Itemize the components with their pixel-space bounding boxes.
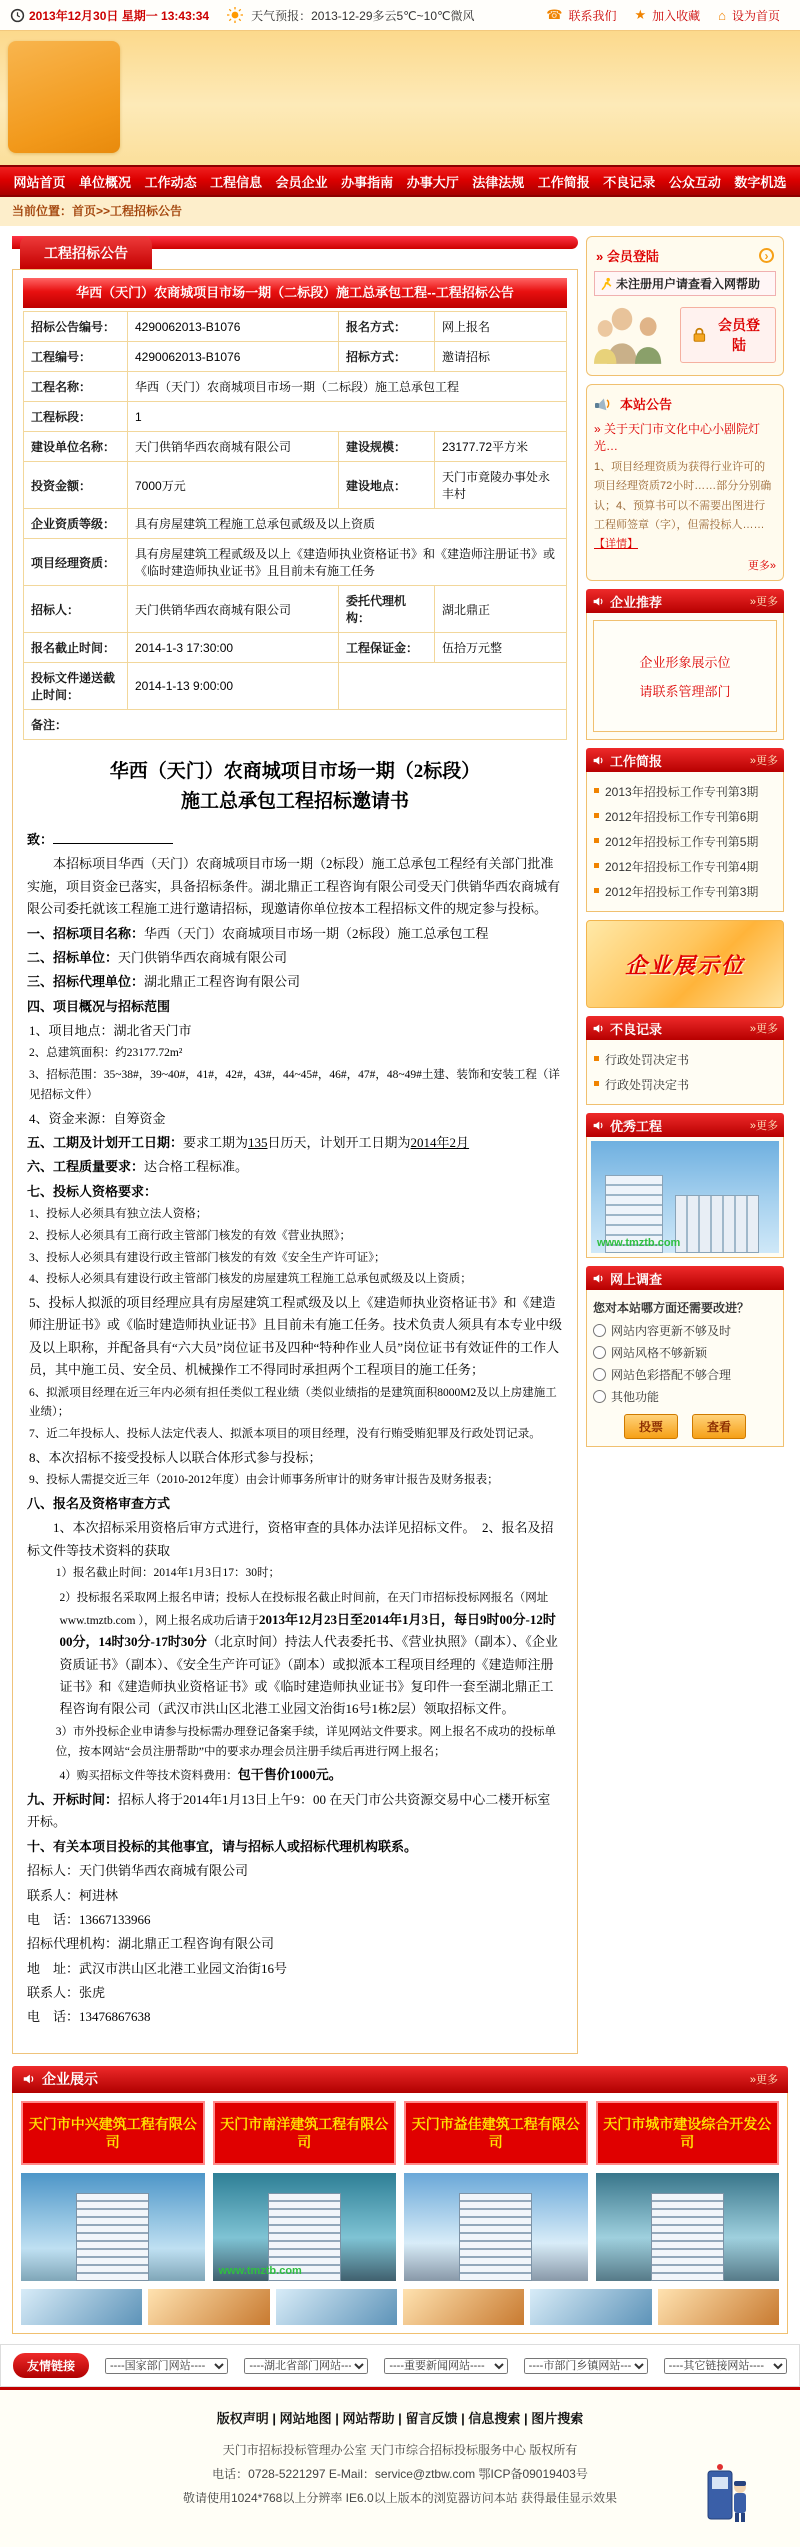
field-value: 邀请招标 (435, 342, 567, 372)
doc-item: 2、总建筑面积：约23177.72m² (29, 1047, 183, 1060)
ad-placeholder-line1: 企业形象展示位 (639, 655, 731, 671)
table-row (24, 509, 567, 539)
doc-section-7: 七、投标人资格要求： (27, 1183, 158, 1199)
bad-record-item[interactable]: 行政处罚决定书 (593, 1047, 777, 1072)
doc-section-5 (27, 1132, 563, 1154)
building-shape (459, 2193, 532, 2282)
doc-salutation (27, 829, 563, 851)
doc-section-3 (27, 971, 563, 993)
clock-icon (10, 8, 25, 23)
table-row (24, 710, 567, 740)
doc-section-9 (27, 1789, 563, 1834)
table-row (24, 342, 567, 372)
section-heading: 三、招标代理单位： (27, 974, 145, 990)
nav-item-bad-records[interactable]: 不良记录 (603, 174, 656, 190)
doc-title-line1: 华西（天门）农商城项目市场一期（2标段） (109, 761, 481, 782)
field-label: 投标文件递送截止时间： (24, 663, 128, 710)
section-text: 华西（天门）农商城项目市场一期（2标段）施工总承包工程 (144, 925, 489, 941)
field-value: 湖北鼎正 (435, 586, 567, 633)
company-banner[interactable]: 天门市南洋建筑工程有限公司 (213, 2101, 397, 2165)
section-text: 日历天，计划开工日期为 (267, 1134, 411, 1150)
field-value: 4290062013-B1076 (128, 342, 339, 372)
field-value (128, 710, 567, 740)
photo-watermark: www.tmztb.com (597, 1237, 681, 1250)
more-link[interactable]: »更多 (749, 1023, 778, 1036)
panel-title: 企业推荐 (610, 594, 663, 610)
login-panel-header (594, 244, 776, 271)
photo-watermark: www.tmztb.com (218, 2265, 302, 2278)
field-value: 2014-1-3 17:30:00 (128, 633, 339, 663)
register-help-text: 未注册用户请查看入网帮助 (616, 277, 761, 291)
tab-tender-notice[interactable]: 工程招标公告 (20, 236, 152, 269)
favorite-icon: ★ (634, 7, 647, 22)
doc-item: 1、项目地点：湖北省天门市 (29, 1022, 192, 1038)
photo-thumbnail-strip (21, 2289, 779, 2325)
notice-panel-header (594, 392, 776, 418)
panel-title: 优秀工程 (610, 1118, 663, 1134)
enterprise-display-banner[interactable] (586, 920, 784, 1008)
showcase-body (12, 2093, 788, 2334)
top-bar (0, 0, 800, 30)
enterprise-showcase-section (12, 2066, 788, 2334)
panel-header (586, 748, 784, 772)
more-link[interactable]: »更多 (749, 755, 778, 768)
nav-item-hall[interactable]: 办事大厅 (406, 174, 459, 190)
company-photo[interactable] (213, 2173, 397, 2281)
register-help-link[interactable] (594, 271, 776, 296)
panel-title: 不良记录 (610, 1021, 663, 1037)
field-value: 23177.72平方米 (435, 432, 567, 462)
photo-thumbnail[interactable] (403, 2289, 524, 2325)
company-banner-row (21, 2101, 779, 2165)
section-heading: 二、招标单位： (27, 949, 119, 965)
doc-item: 3、招标范围：35~38#，39~40#，41#，42#，43#，44~45#，46#，47#，48~49#土建、装饰和安装工程（详见招标文件） (29, 1069, 560, 1101)
survey-option-label: 网站风格不够新颖 (611, 1346, 708, 1361)
field-value: 华西（天门）农商城项目市场一期（二标段）施工总承包工程 (128, 372, 567, 402)
field-value: 1 (128, 402, 567, 432)
enterprise-recommend-panel (586, 589, 784, 740)
building-shape (651, 2193, 724, 2282)
footer-links (0, 2408, 800, 2427)
panel-title: 网上调查 (610, 1271, 663, 1287)
company-photo[interactable] (404, 2173, 588, 2281)
links-select-national[interactable] (105, 2358, 228, 2374)
main-area (0, 226, 800, 2060)
speaker-icon (592, 1022, 605, 1035)
table-row (24, 402, 567, 432)
nav-item-digital[interactable]: 数字机选 (734, 174, 787, 190)
showcase-title: 企业展示 (42, 2071, 98, 2088)
table-row (24, 462, 567, 509)
speaker-icon (592, 1119, 605, 1132)
field-label: 项目经理资质： (24, 539, 128, 586)
table-row (24, 539, 567, 586)
price-text: 包干售价1000元。 (237, 1767, 342, 1783)
footer-copyright: 天门市招标投标管理办公室 天门市综合招标投标服务中心 版权所有 (222, 2443, 578, 2458)
vote-button[interactable]: 投票 (624, 1414, 678, 1439)
arrow-circle-icon[interactable]: › (759, 248, 774, 263)
doc-section-1 (27, 923, 563, 945)
field-label: 建设地点： (339, 462, 435, 509)
brief-item[interactable]: 2012年招投标工作专刊第5期 (593, 829, 777, 854)
section-text: 招标人将于2014年1月13日上午9：00 在天门市公共资源交易中心二楼开标室开标。 (27, 1792, 551, 1830)
table-row (24, 372, 567, 402)
doc-section-6 (27, 1156, 563, 1178)
login-title: » 会员登陆 (596, 249, 659, 264)
brief-item[interactable]: 2012年招投标工作专刊第6期 (593, 804, 777, 829)
field-label: 工程保证金： (339, 633, 435, 663)
current-datetime: 2013年12月30日 星期一 13:43:34 (29, 8, 210, 23)
more-link[interactable]: »更多 (749, 596, 778, 609)
doc-section-2 (27, 947, 563, 969)
field-value: 7000万元 (128, 462, 339, 509)
contact-line: 招标代理机构：湖北鼎正工程咨询有限公司 (27, 1936, 275, 1952)
contact-line: 招标人：天门供销华西农商城有限公司 (27, 1863, 249, 1879)
notice-body-text: 1、项目经理资质为获得行业许可的项目经理资质72小时……部分分别确认；4、预算书可以不需要出图进行工程师签章（字），但需投标人…… (594, 461, 772, 531)
doc-item: 8、本次招标不接受投标人以联合体形式参与投标； (29, 1449, 322, 1465)
salute-blank-line (53, 832, 173, 844)
doc-item: 7、近二年投标人、投标人法定代表人、拟派本项目的项目经理，没有行贿受贿犯罪及行政处罚记录。 (29, 1428, 541, 1441)
bold-dates: 2013年12月23日至2014年1月3日，每日9时00分-12时00分，14时30分-17时30分 (59, 1611, 556, 1650)
bad-records-panel (586, 1016, 784, 1105)
company-photo[interactable] (21, 2173, 205, 2281)
online-survey-panel (586, 1266, 784, 1447)
doc-item: 4、资金来源：自筹资金 (29, 1110, 166, 1126)
photo-thumbnail[interactable] (21, 2289, 142, 2325)
panel-body (586, 772, 784, 912)
field-label: 建设单位名称： (24, 432, 128, 462)
notice-title-bar: 华西（天门）农商城项目市场一期（二标段）施工总承包工程--工程招标公告 (23, 278, 567, 308)
survey-option-label: 其他功能 (611, 1390, 660, 1405)
section-text: 要求工期为 (183, 1134, 249, 1150)
site-notice-panel (586, 384, 784, 581)
footer-link[interactable]: | 网站地图 (269, 2411, 332, 2426)
brief-item[interactable]: 2012年招投标工作专刊第4期 (593, 854, 777, 879)
notice-body (594, 458, 776, 554)
survey-option-label: 网站色彩搭配不够合理 (611, 1368, 732, 1383)
field-value: 网上报名 (435, 312, 567, 342)
breadcrumb: 当前位置：首页>>工程招标公告 (0, 197, 800, 226)
section-heading: 六、工程质量要求： (27, 1159, 145, 1175)
field-value (339, 663, 567, 710)
doc-section-8: 八、报名及资格审查方式 (27, 1495, 171, 1511)
add-favorite-link[interactable]: 加入收藏 (652, 8, 701, 23)
police-mascot (704, 2461, 752, 2523)
doc-intro: 本招标项目华西（天门）农商城项目市场一期（2标段）施工总承包工程经有关部门批准实施，项目资金已落实，具备招标条件。湖北鼎正工程咨询有限公司受天门供销华西农商城有限公司委托就该工程施工进行邀请招标，现邀请你单位按本工程招标文件的规定参与投标。 (27, 856, 561, 917)
table-row (24, 663, 567, 710)
showcase-header (12, 2066, 788, 2093)
salute-text: 致： (27, 832, 54, 848)
table-row (24, 633, 567, 663)
field-value: 天门供销华西农商城有限公司 (128, 432, 339, 462)
field-label: 投资金额： (24, 462, 128, 509)
content-column (12, 236, 578, 2054)
nav-item-projects[interactable]: 工程信息 (210, 174, 263, 190)
doc-item: 2、投标人必须具有工商行政主管部门核发的有效《营业执照》； (29, 1229, 351, 1242)
briefs-list (593, 779, 777, 904)
doc-section-4: 四、项目概况与招标范围 (27, 998, 171, 1014)
login-body (594, 296, 776, 368)
survey-option[interactable] (593, 1366, 777, 1383)
section-heading: 一、招标项目名称： (27, 925, 145, 941)
photo-thumbnail[interactable] (658, 2289, 779, 2325)
panel-title: 工作简报 (610, 753, 663, 769)
table-row (24, 312, 567, 342)
field-value: 具有房屋建筑工程贰级及以上《建造师执业资格证书》和《建造师注册证书》或《临时建造师执业证书》且目前未有施工任务 (128, 539, 567, 586)
contact-icon: ☎ (546, 7, 563, 22)
nav-item-guide[interactable]: 办事指南 (341, 174, 394, 190)
speaker-icon (22, 2072, 36, 2086)
field-label: 招标方式： (339, 342, 435, 372)
photo-thumbnail[interactable] (276, 2289, 397, 2325)
section-text: 4）购买招标文件等技术资料费用： (59, 1770, 238, 1783)
friend-links-bar (0, 2344, 800, 2387)
notice-panel-title: 本站公告 (620, 397, 673, 412)
underlined-value: 135 (248, 1134, 268, 1150)
ad-placeholder (593, 620, 777, 732)
excellent-project-photo[interactable] (591, 1141, 779, 1253)
set-homepage-link[interactable]: 设为首页 (731, 8, 780, 23)
field-label: 工程名称： (24, 372, 128, 402)
footer-contact: 电话：0728-5221297 E-Mail：service@ztbw.com 鄂ICP备09019403号 (212, 2467, 588, 2482)
survey-option-label: 网站内容更新不够及时 (611, 1324, 732, 1339)
field-value: 伍拾万元整 (435, 633, 567, 663)
footer-link[interactable]: | 信息搜索 (457, 2411, 520, 2426)
footer-link[interactable]: | 留言反馈 (395, 2411, 458, 2426)
footer (0, 2387, 800, 2547)
field-label: 企业资质等级： (24, 509, 128, 539)
links-select-other[interactable] (664, 2358, 787, 2374)
bad-record-item[interactable]: 行政处罚决定书 (593, 1072, 777, 1097)
field-value: 天门供销华西农商城有限公司 (128, 586, 339, 633)
member-login-panel (586, 236, 784, 376)
nav-item-briefs[interactable]: 工作简报 (537, 174, 590, 190)
panel-body (586, 1137, 784, 1258)
field-label: 报名截止时间： (24, 633, 128, 663)
login-button-label: 会员登陆 (717, 317, 760, 353)
doc-item: 3）市外投标企业申请参与投标需办理登记备案手续，详见网站文件要求。网上报名不成功的投标单位，按本网站“会员注册帮助”中的要求办理会员注册手续后再进行网上报名； (55, 1725, 556, 1758)
speaker-icon (592, 595, 605, 608)
photo-thumbnail[interactable] (530, 2289, 651, 2325)
notice-more-link[interactable]: 更多» (747, 560, 776, 573)
sun-icon (227, 7, 243, 23)
brief-item[interactable]: 2012年招投标工作专刊第3期 (593, 879, 777, 904)
photo-thumbnail[interactable] (148, 2289, 269, 2325)
company-photo[interactable] (596, 2173, 780, 2281)
panel-header (586, 1113, 784, 1137)
links-select-province[interactable] (244, 2358, 368, 2374)
footer-link[interactable]: | 网站帮助 (332, 2411, 395, 2426)
section-text: 湖北鼎正工程咨询有限公司 (144, 974, 301, 990)
nav-item-interaction[interactable]: 公众互动 (668, 174, 721, 190)
section-text: 达合格工程标准。 (144, 1159, 249, 1175)
links-select-township[interactable] (524, 2358, 648, 2374)
contact-us-link[interactable]: 联系我们 (568, 8, 617, 23)
field-label: 备注： (24, 710, 128, 740)
ad-placeholder-line2: 请联系管理部门 (639, 684, 731, 700)
doc-item: 5、投标人拟派的项目经理应具有房屋建筑工程贰级及以上《建造师执业资格证书》和《建造师注册证书》或《临时建造师执业证书》且目前未有施工任务。技术负责人须具有本专业中级及以上职称，并配备具有“六大员”岗位证书及四种“特种作业人员”岗位证书有效证件的工作人员，其中施工员、安全员、机械操作工不得同时承担两个工程项目的施工任务； (29, 1295, 563, 1378)
sidebar (586, 236, 784, 1455)
members-illustration (594, 304, 674, 366)
survey-option[interactable] (593, 1322, 777, 1339)
home-icon: ⌂ (718, 7, 726, 23)
weather-forecast: 天气预报：2013-12-29多云5℃~10℃微风 (251, 8, 475, 23)
lock-icon (691, 326, 708, 344)
field-label: 报名方式： (339, 312, 435, 342)
nav-item-overview[interactable]: 单位概况 (79, 174, 132, 190)
friend-links-label: 友情链接 (13, 2353, 89, 2378)
doc-item: 6、拟派项目经理在近三年内必须有担任类似工程业绩（类似业绩指的是建筑面积8000M2及以上房建施工业绩）； (29, 1386, 557, 1419)
survey-radio[interactable] (593, 1346, 606, 1359)
company-banner[interactable]: 天门市益佳建筑工程有限公司 (404, 2101, 588, 2165)
contact-line: 联系人：张虎 (27, 1984, 106, 2000)
panel-header (586, 1016, 784, 1040)
doc-section-10: 十、有关本项目投标的其他事宜，请与招标人或招标代理机构联系。 (27, 1838, 418, 1854)
panel-body (586, 1040, 784, 1105)
section-text: （北京时间）持法人代表委托书、《营业执照》（副本）、《企业资质证书》（副本）、《安全生产许可证》（副本）或拟派本工程项目经理的《建造师注册证书》和《建造师执业资格证书》或《临时建造师执业证书》复印件一套至湖北鼎正工程咨询有限公司（武汉市洪山区北港工业园文治街16号1栋2层）领取招标文件。 (59, 1634, 558, 1717)
nav-item-members[interactable]: 会员企业 (275, 174, 328, 190)
section-tab-row (12, 236, 578, 269)
invitation-document (23, 740, 567, 2035)
doc-title-line2: 施工总承包工程招标邀请书 (180, 790, 409, 812)
contact-line: 电 话：13667133966 (27, 1911, 151, 1927)
nav-item-news[interactable]: 工作动态 (144, 174, 197, 190)
field-value: 具有房屋建筑工程施工总承包贰级及以上资质 (128, 509, 567, 539)
panel-header (586, 589, 784, 613)
contact-line: 地 址：武汉市洪山区北港工业园文治街16号 (27, 1960, 288, 1976)
doc-item (60, 1586, 564, 1721)
doc-item (60, 1764, 564, 1787)
survey-option[interactable] (593, 1388, 777, 1405)
footer-browser-note: 敬请使用1024*768以上分辨率 IE6.0以上版本的浏览器访问本站 获得最佳显示效果 (182, 2491, 618, 2506)
survey-radio[interactable] (593, 1368, 606, 1381)
footer-link[interactable]: 版权声明 (216, 2411, 269, 2427)
field-label: 招标人： (24, 586, 128, 633)
site-logo (8, 41, 120, 153)
section-heading: 五、工期及计划开工日期： (27, 1134, 184, 1150)
table-row (24, 432, 567, 462)
panel-body (586, 613, 784, 740)
footer-link[interactable]: | 图片搜索 (520, 2411, 583, 2426)
field-label: 招标公告编号： (24, 312, 128, 342)
speaker-icon (592, 1272, 605, 1285)
table-row (24, 586, 567, 633)
survey-question: 您对本站哪方面还需要改进？ (593, 1301, 750, 1316)
excellent-projects-panel (586, 1113, 784, 1258)
field-label: 建设规模： (339, 432, 435, 462)
tender-info-table (23, 311, 567, 740)
showcase-more-link[interactable]: »更多 (749, 2074, 778, 2087)
building-shape (76, 2193, 149, 2282)
notice-detail-link[interactable]: 【详情】 (594, 538, 638, 550)
main-navigation (0, 165, 800, 197)
section-text: 天门供销华西农商城有限公司 (118, 949, 288, 965)
doc-item: 1、本次招标采用资格后审方式进行，资格审查的具体办法详见招标文件。 2、报名及招标文件等技术资料的获取 (27, 1520, 554, 1558)
megaphone-icon (594, 396, 614, 412)
contact-line: 电 话：13476867638 (27, 2009, 151, 2025)
view-results-button[interactable]: 查看 (692, 1414, 746, 1439)
underlined-value: 2014年2月 (410, 1134, 470, 1150)
more-link[interactable]: »更多 (749, 1120, 778, 1133)
nav-item-home[interactable]: 网站首页 (13, 174, 66, 190)
speaker-icon (592, 754, 605, 767)
doc-item: 1）报名截止时间：2014年1月3日17：30时； (55, 1567, 280, 1580)
survey-radio[interactable] (593, 1324, 606, 1337)
survey-buttons (593, 1414, 777, 1439)
site-banner (0, 30, 800, 165)
field-value: 天门市竟陵办事处永丰村 (435, 462, 567, 509)
building-shape (675, 1195, 759, 1253)
notice-headline-link[interactable]: » 关于天门市文化中心小剧院灯光… (594, 422, 761, 453)
doc-item: 9、投标人需提交近三年（2010-2012年度）由会计师事务所审计的财务审计报告及财务报表； (29, 1474, 499, 1487)
links-select-news[interactable] (384, 2358, 507, 2374)
nav-item-laws[interactable]: 法律法规 (472, 174, 525, 190)
doc-item: 1、投标人必须具有独立法人资格； (29, 1208, 208, 1221)
tender-content-box (12, 269, 578, 2054)
field-label: 工程编号： (24, 342, 128, 372)
doc-item: 3、投标人必须具有建设行政主管部门核发的有效《安全生产许可证》； (29, 1251, 386, 1264)
ad-banner-text: 企业展示位 (624, 952, 745, 978)
panel-header (586, 1266, 784, 1290)
contact-line: 联系人：柯进林 (27, 1887, 119, 1903)
bad-records-list (593, 1047, 777, 1097)
running-man-icon (599, 277, 613, 291)
member-login-button[interactable] (680, 307, 776, 363)
company-photo-row (21, 2173, 779, 2281)
work-briefs-panel (586, 748, 784, 912)
company-banner[interactable]: 天门市中兴建筑工程有限公司 (21, 2101, 205, 2165)
brief-item[interactable]: 2013年招投标工作专刊第3期 (593, 779, 777, 804)
survey-option[interactable] (593, 1344, 777, 1361)
survey-radio[interactable] (593, 1390, 606, 1403)
panel-body (586, 1290, 784, 1447)
field-label: 委托代理机构： (339, 586, 435, 633)
field-value: 2014-1-13 9:00:00 (128, 663, 339, 710)
company-banner[interactable]: 天门市城市建设综合开发公司 (596, 2101, 780, 2165)
field-label: 工程标段： (24, 402, 128, 432)
section-heading: 九、开标时间： (27, 1792, 119, 1808)
section-text: 2）投标报名采取网上报名申请；投标人在投标报名截止时间前，在天门市招标投标网报名（网址 www.tmztb.com ），网上报名成功后请于 (59, 1591, 549, 1627)
doc-item: 4、投标人必须具有建设行政主管部门核发的房屋建筑工程施工总承包贰级及以上资质； (29, 1273, 472, 1286)
field-value: 4290062013-B1076 (128, 312, 339, 342)
